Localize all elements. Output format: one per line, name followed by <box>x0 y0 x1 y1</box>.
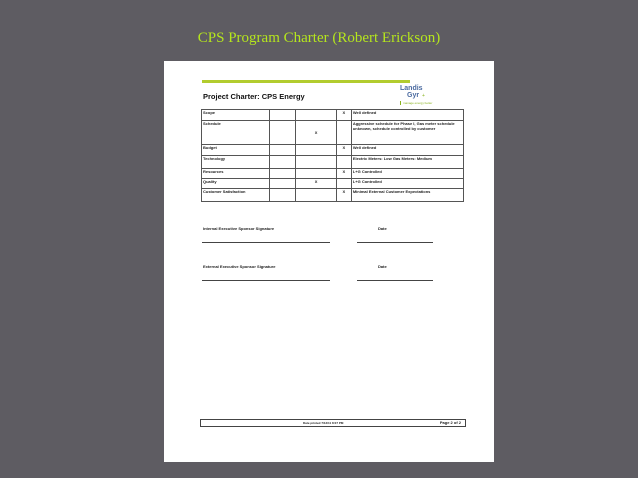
external-date-label: Date <box>378 264 387 269</box>
table-row <box>202 145 464 156</box>
internal-signature-label: Internal Executive Sponsor Signature <box>203 226 275 231</box>
row-mark-right: X <box>336 110 351 121</box>
row-cell-empty <box>269 169 296 179</box>
row-label: Budget <box>202 145 270 156</box>
row-label: Customer Satisfaction <box>202 189 270 202</box>
page-footer <box>200 419 466 427</box>
external-signature-line <box>202 280 330 281</box>
row-mark-mid: X <box>296 179 337 189</box>
internal-signature-line <box>202 242 330 243</box>
logo-name-line1: Landis <box>400 85 423 92</box>
row-label: Resources <box>202 169 270 179</box>
external-signature-label: External Executive Sponsor Signature <box>203 264 276 269</box>
row-mark-right <box>336 156 351 169</box>
document-title: Project Charter: CPS Energy <box>203 92 305 101</box>
row-note: Well defined <box>351 145 463 156</box>
logo-plus: + <box>422 93 425 99</box>
table-row <box>202 189 464 202</box>
table-row <box>202 121 464 145</box>
logo-name-line2: Gyr <box>407 92 420 99</box>
landis-gyr-logo <box>400 85 466 111</box>
internal-date-line <box>357 242 433 243</box>
row-label: Quality <box>202 179 270 189</box>
row-note: L+G Controlled <box>351 179 463 189</box>
row-label: Scope <box>202 110 270 121</box>
external-date-line <box>357 280 433 281</box>
row-mark-mid <box>296 145 337 156</box>
charter-table <box>201 109 464 202</box>
row-label: Technology <box>202 156 270 169</box>
row-mark-right: X <box>336 145 351 156</box>
table-row <box>202 179 464 189</box>
row-label: Schedule <box>202 121 270 145</box>
document-page <box>164 61 494 462</box>
row-mark-mid <box>296 169 337 179</box>
footer-page-number: Page 2 of 2 <box>439 420 461 425</box>
row-note: Minimal External Customer Expectations <box>351 189 463 202</box>
row-note: Well defined <box>351 110 463 121</box>
row-note: Aggressive schedule for Phase I, Gas meter schedule unknown, schedule controlled by customer <box>351 121 463 145</box>
row-cell-empty <box>269 121 296 145</box>
row-mark-mid: X <box>296 121 337 145</box>
table-row <box>202 110 464 121</box>
row-cell-empty <box>269 189 296 202</box>
logo-tagline: manage energy better <box>400 101 432 105</box>
row-mark-right: X <box>336 169 351 179</box>
row-mark-right: X <box>336 189 351 202</box>
row-mark-right <box>336 179 351 189</box>
footer-date-printed: Date printed 7/12/11 8:07 PM <box>303 421 344 425</box>
table-row <box>202 169 464 179</box>
row-cell-empty <box>269 179 296 189</box>
header-accent-bar <box>202 80 410 83</box>
row-mark-mid <box>296 110 337 121</box>
row-cell-empty <box>269 145 296 156</box>
row-mark-mid <box>296 189 337 202</box>
row-mark-mid <box>296 156 337 169</box>
row-note: Electric Meters: Low Gas Meters: Medium <box>351 156 463 169</box>
slide-title: CPS Program Charter (Robert Erickson) <box>197 30 441 46</box>
row-mark-right <box>336 121 351 145</box>
table-row <box>202 156 464 169</box>
row-note: L+G Controlled <box>351 169 463 179</box>
row-cell-empty <box>269 110 296 121</box>
row-cell-empty <box>269 156 296 169</box>
internal-date-label: Date <box>378 226 387 231</box>
